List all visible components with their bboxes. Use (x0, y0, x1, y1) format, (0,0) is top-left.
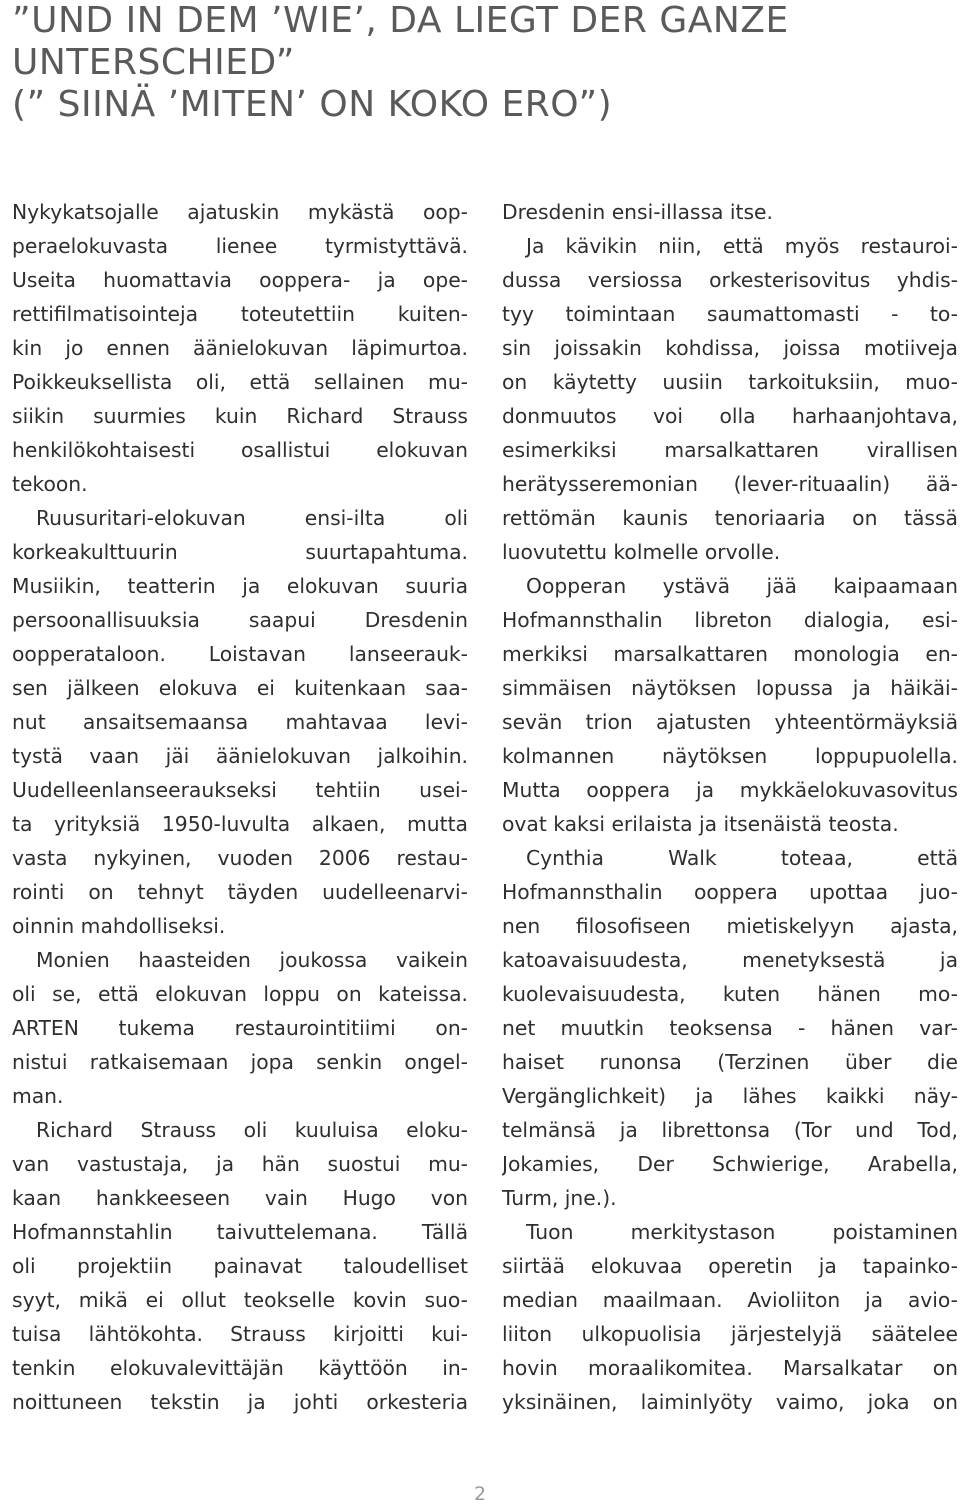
text-line: tuisa lähtökohta. Strauss kirjoitti kui- (12, 1322, 468, 1346)
text-line: haiset runonsa (Terzinen über die (502, 1050, 958, 1074)
text-line: rointi on tehnyt täyden uudelleenarvi- (12, 880, 468, 904)
text-line: sen jälkeen elokuva ei kuitenkaan saa- (12, 676, 468, 700)
page-number: 2 (473, 1483, 487, 1505)
text-line: van vastustaja, ja hän suostui mu- (12, 1152, 468, 1176)
text-line: Dresdenin ensi-illassa itse. (502, 200, 773, 224)
text-line: henkilökohtaisesti osallistui elokuvan (12, 438, 468, 462)
text-line: liiton ulkopuolisia järjestelyjä säätelee (502, 1322, 958, 1346)
text-line: herätysseremonian (lever-rituaalin) ää- (502, 472, 958, 496)
text-line: Hofmannstahlin taivuttelemana. Tällä (12, 1220, 468, 1244)
text-line: nen filosofiseen mietiskelyyn ajasta, (502, 914, 958, 938)
text-line: oopperataloon. Loistavan lanseerauk- (12, 642, 468, 666)
article-heading (12, 0, 952, 126)
text-line: ta yrityksiä 1950-luvulta alkaen, mutta (12, 812, 468, 836)
text-line: luovutettu kolmelle orvolle. (502, 540, 781, 564)
text-line: katoavaisuudesta, menetyksestä ja (502, 948, 958, 972)
text-line: peraelokuvasta lienee tyrmistyttävä. (12, 234, 468, 258)
text-line: net muutkin teoksensa - hänen var- (502, 1016, 958, 1040)
text-line: sevän trion ajatusten yhteentörmäyksiä (502, 710, 958, 734)
text-line: nut ansaitsemaansa mahtavaa levi- (12, 710, 468, 734)
text-line: kolmannen näytöksen loppupuolella. (502, 744, 958, 768)
text-line: Nykykatsojalle ajatuskin mykästä oop- (12, 200, 468, 224)
text-line: oli projektiin painavat taloudelliset (12, 1254, 468, 1278)
text-line: simmäisen näytöksen lopussa ja häikäi- (502, 676, 958, 700)
text-line: Ruusuritari-elokuvan ensi-ilta oli (36, 506, 468, 530)
text-line: tekoon. (12, 472, 88, 496)
right-text-column (502, 195, 958, 1419)
text-line: persoonallisuuksia saapui Dresdenin (12, 608, 468, 632)
text-line: nistui ratkaisemaan jopa senkin ongel- (12, 1050, 468, 1074)
text-line: Turm, jne.). (502, 1186, 617, 1210)
text-line: noittuneen tekstin ja johti orkesteria (12, 1390, 468, 1414)
text-line: on käytetty uusiin tarkoituksiin, muo- (502, 370, 958, 394)
text-line: vasta nykyinen, vuoden 2006 restau- (12, 846, 468, 870)
text-line: dussa versiossa orkesterisovitus yhdis- (502, 268, 958, 292)
text-line: kaan hankkeeseen vain Hugo von (12, 1186, 468, 1210)
text-line: Monien haasteiden joukossa vaikein (36, 948, 468, 972)
text-line: median maailmaan. Avioliiton ja avio- (502, 1288, 958, 1312)
text-line: kin jo ennen äänielokuvan läpimurtoa. (12, 336, 468, 360)
text-line: siikin suurmies kuin Richard Strauss (12, 404, 468, 428)
heading-line: ”UND IN DEM ’WIE’, DA LIEGT DER GANZE (12, 0, 789, 41)
text-line: oli se, että elokuvan loppu on kateissa. (12, 982, 468, 1006)
left-text-column (12, 195, 468, 1419)
text-line: oinnin mahdolliseksi. (12, 914, 226, 938)
text-line: sin joissakin kohdissa, joissa motiiveja (502, 336, 958, 360)
text-line: Cynthia Walk toteaa, että (526, 846, 958, 870)
text-line: rettifilmatisointeja toteutettiin kuiten- (12, 302, 468, 326)
text-line: merkiksi marsalkattaren monologia en- (502, 642, 958, 666)
text-line: Poikkeuksellista oli, että sellainen mu- (12, 370, 468, 394)
text-line: tystä vaan jäi äänielokuvan jalkoihin. (12, 744, 468, 768)
text-line: Uudelleenlanseeraukseksi tehtiin usei- (12, 778, 468, 802)
text-line: siirtää elokuvaa operetin ja tapainko- (502, 1254, 958, 1278)
text-line: Hofmannsthalin ooppera upottaa juo- (502, 880, 958, 904)
text-line: Vergänglichkeit) ja lähes kaikki näy- (502, 1084, 958, 1108)
text-line: Hofmannsthalin libreton dialogia, esi- (502, 608, 958, 632)
text-line: korkeakulttuurin suurtapahtuma. (12, 540, 468, 564)
text-line: rettömän kaunis tenoriaaria on tässä (502, 506, 958, 530)
heading-line: UNTERSCHIED” (12, 42, 295, 83)
text-line: Ja kävikin niin, että myös restauroi- (526, 234, 958, 258)
text-line: Richard Strauss oli kuuluisa eloku- (36, 1118, 468, 1142)
text-line: Oopperan ystävä jää kaipaamaan (526, 574, 958, 598)
text-line: ovat kaksi erilaista ja itsenäistä teosta. (502, 812, 899, 836)
text-line: tyy toimintaan saumattomasti - to- (502, 302, 958, 326)
text-line: hovin moraalikomitea. Marsalkatar on (502, 1356, 958, 1380)
text-line: Tuon merkitystason poistaminen (526, 1220, 958, 1244)
heading-line: (” SIINÄ ’MITEN’ ON KOKO ERO”) (12, 84, 613, 125)
text-line: kuolevaisuudesta, kuten hänen mo- (502, 982, 958, 1006)
text-line: Useita huomattavia ooppera- ja ope- (12, 268, 468, 292)
text-line: Jokamies, Der Schwierige, Arabella, (502, 1152, 958, 1176)
text-line: Mutta ooppera ja mykkäelokuvasovitus (502, 778, 958, 802)
text-line: donmuutos voi olla harhaanjohtava, (502, 404, 958, 428)
text-line: telmänsä ja librettonsa (Tor und Tod, (502, 1118, 958, 1142)
text-line: Musiikin, teatterin ja elokuvan suuria (12, 574, 468, 598)
text-line: ARTEN tukema restaurointitiimi on- (12, 1016, 468, 1040)
text-line: yksinäinen, laiminlyöty vaimo, joka on (502, 1390, 958, 1414)
text-line: syyt, mikä ei ollut teokselle kovin suo- (12, 1288, 468, 1312)
text-line: esimerkiksi marsalkattaren virallisen (502, 438, 958, 462)
text-line: man. (12, 1084, 64, 1108)
text-line: tenkin elokuvalevittäjän käyttöön in- (12, 1356, 468, 1380)
